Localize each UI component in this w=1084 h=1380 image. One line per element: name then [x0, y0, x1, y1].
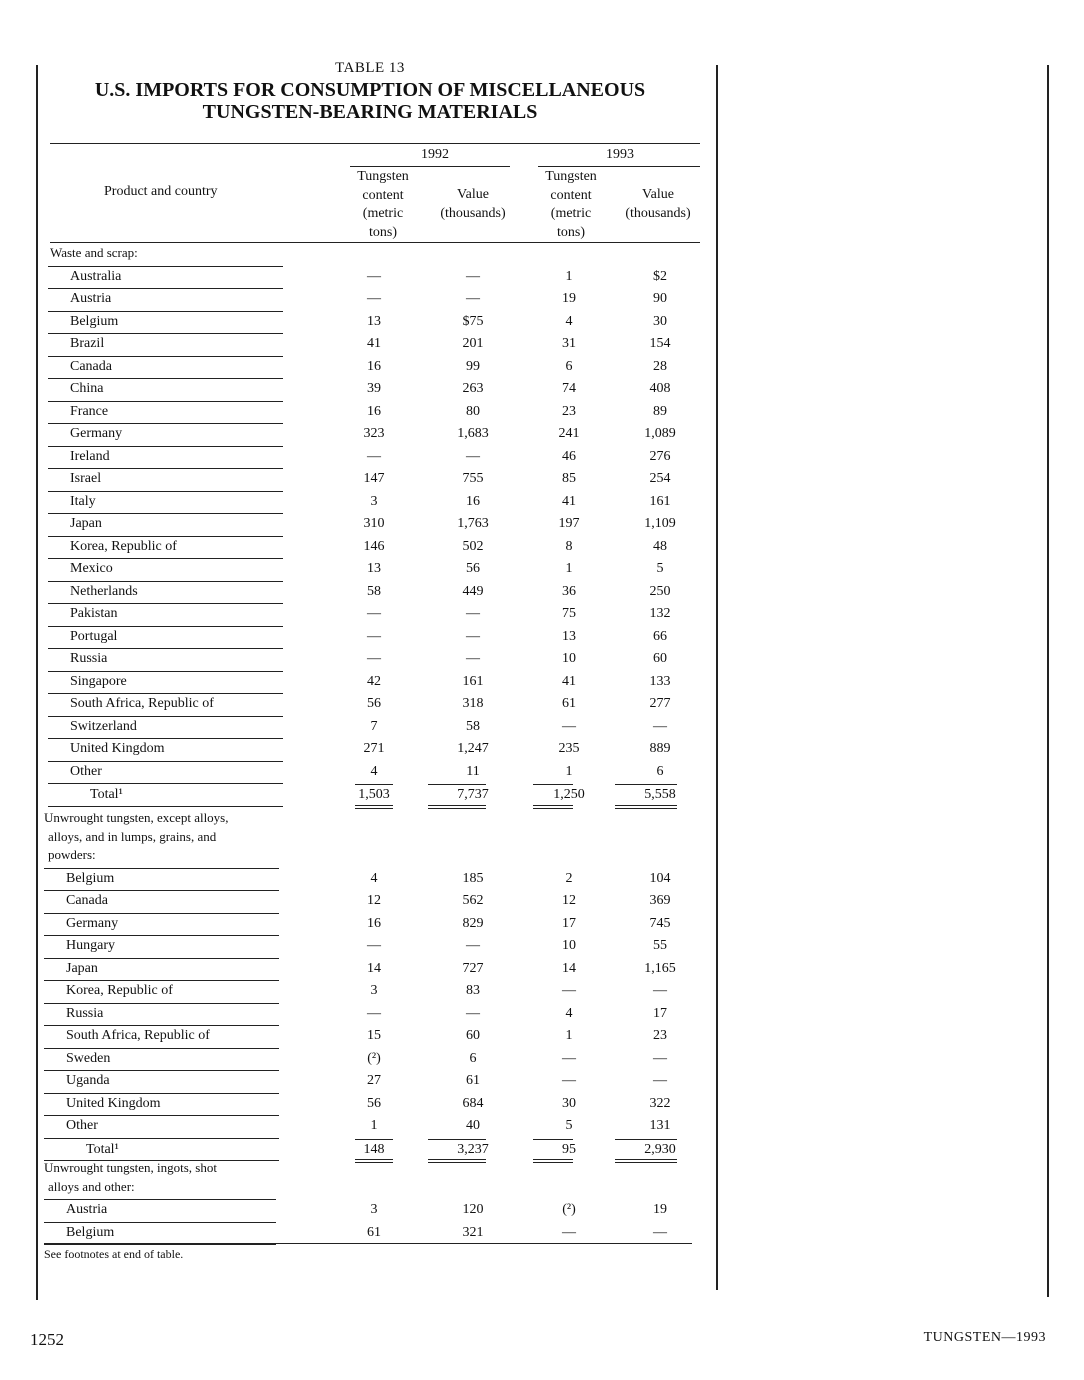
row-tungsten-1993: 8 — [565, 538, 573, 554]
row-value-1992: 829 — [462, 915, 484, 931]
row-country: Germany — [70, 426, 123, 441]
row-separator — [44, 1093, 279, 1094]
row-country: Ireland — [70, 448, 110, 464]
row-country: Russia — [70, 651, 108, 666]
row-value-1993: 322 — [649, 1095, 671, 1111]
row-country: Italy — [70, 493, 96, 509]
row-value-1993: 889 — [649, 741, 671, 756]
row-tungsten-1992: — — [367, 606, 381, 621]
total-double-rule — [355, 1162, 393, 1163]
row-tungsten-1993: 1 — [565, 763, 573, 779]
row-tungsten-1993: 235 — [558, 741, 580, 756]
value-header-1992-line-2: (thousands) — [440, 205, 506, 221]
total-label: Total¹ — [90, 787, 123, 802]
row-tungsten-1993: 4 — [565, 1005, 573, 1021]
row-tungsten-1993: 46 — [562, 448, 576, 464]
row-tungsten-1993: 197 — [558, 516, 580, 531]
row-country: Switzerland — [70, 718, 137, 734]
row-separator — [48, 626, 283, 627]
right-margin-rule — [1047, 65, 1049, 1297]
value-header-1992-line-1: Value — [457, 187, 489, 202]
row-value-1993: 1,165 — [644, 960, 676, 976]
section-2-label-line-1: Unwrought tungsten, except alloys, — [44, 810, 229, 825]
row-value-1992: 321 — [462, 1224, 484, 1240]
row-separator — [48, 693, 283, 694]
row-value-1992: — — [466, 606, 480, 621]
total-rule-above — [615, 1139, 677, 1140]
row-value-1992: 60 — [466, 1028, 480, 1043]
row-country: Germany — [66, 915, 119, 931]
table-title-line-2: TUNGSTEN-BEARING MATERIALS — [202, 101, 538, 123]
row-tungsten-1992: 16 — [367, 915, 381, 931]
row-tungsten-1992: — — [367, 448, 381, 464]
row-value-1992: — — [466, 448, 480, 464]
row-value-1993: 90 — [653, 291, 667, 306]
row-tungsten-1992: 4 — [370, 870, 378, 886]
total-double-rule — [533, 1162, 573, 1163]
row-tungsten-1993: 1 — [565, 561, 573, 576]
row-value-1992: 502 — [462, 538, 484, 554]
year-1993-rule — [538, 166, 700, 167]
row-country: France — [70, 403, 109, 419]
tungsten-content-header-1992-line-3: (metric — [362, 206, 404, 221]
row-country: Belgium — [66, 1224, 115, 1240]
row-tungsten-1992: 4 — [370, 763, 378, 779]
row-country: United Kingdom — [70, 741, 165, 756]
row-country: Canada — [66, 893, 108, 908]
row-separator — [48, 288, 283, 289]
row-value-1992: 56 — [466, 561, 480, 576]
section-2-label-line-2: alloys, and in lumps, grains, and — [48, 828, 217, 844]
row-value-1992: 727 — [462, 960, 484, 976]
row-tungsten-1992: 56 — [367, 1095, 381, 1111]
row-tungsten-1993: 17 — [562, 915, 576, 931]
row-value-1992: 201 — [462, 336, 484, 351]
row-value-1992: — — [466, 651, 480, 666]
total-value-1993: 2,930 — [644, 1141, 676, 1157]
row-country: Uganda — [66, 1073, 110, 1088]
row-tungsten-1992: — — [367, 938, 381, 953]
row-value-1992: — — [466, 291, 480, 306]
row-country: South Africa, Republic of — [70, 696, 214, 711]
row-tungsten-1992: 271 — [363, 741, 385, 756]
section-2-label-rule — [44, 868, 279, 869]
row-tungsten-1993: 85 — [562, 471, 576, 486]
row-separator — [48, 513, 283, 514]
row-separator — [44, 890, 279, 891]
row-value-1993: 161 — [649, 493, 671, 509]
row-value-1992: 61 — [466, 1073, 480, 1088]
row-value-1992: 80 — [466, 403, 480, 419]
row-value-1993: 104 — [649, 870, 671, 886]
row-separator — [48, 423, 283, 424]
row-tungsten-1992: 3 — [370, 983, 378, 998]
row-tungsten-1993: 4 — [565, 313, 573, 329]
row-value-1992: 161 — [462, 673, 484, 689]
row-value-1993: 5 — [656, 561, 664, 576]
row-country: Belgium — [70, 313, 119, 329]
total-double-rule — [533, 1159, 573, 1160]
row-tungsten-1992: 16 — [367, 358, 381, 374]
section-3-label-rule — [44, 1199, 276, 1200]
row-separator — [44, 958, 279, 959]
row-value-1993: — — [653, 718, 667, 734]
row-tungsten-1993: 10 — [562, 651, 576, 666]
row-tungsten-1993: — — [562, 1224, 576, 1240]
row-value-1993: — — [653, 1050, 667, 1066]
total-double-rule — [428, 1162, 486, 1163]
row-value-1993: 48 — [653, 538, 667, 554]
row-separator — [48, 311, 283, 312]
row-tungsten-1993: 241 — [558, 426, 580, 441]
tungsten-content-header-1993-line-4: tons) — [557, 224, 585, 240]
row-separator — [48, 603, 283, 604]
row-tungsten-1992: 16 — [367, 403, 381, 419]
row-tungsten-1993: 12 — [562, 893, 576, 908]
row-tungsten-1992: — — [367, 268, 381, 284]
total-double-rule — [615, 1162, 677, 1163]
total-rule-above — [533, 1139, 573, 1140]
row-tungsten-1992: 3 — [370, 1202, 378, 1217]
row-country: China — [70, 381, 104, 396]
row-value-1993: 89 — [653, 403, 667, 419]
row-tungsten-1992: 14 — [367, 960, 381, 976]
table-number: TABLE 13 — [335, 60, 405, 76]
total-value-1993: 5,558 — [644, 787, 676, 802]
row-separator — [48, 671, 283, 672]
row-tungsten-1993: 2 — [565, 870, 573, 886]
total-double-rule — [533, 805, 573, 806]
row-tungsten-1993: 61 — [562, 696, 576, 711]
row-country: Korea, Republic of — [70, 538, 177, 554]
row-country: Korea, Republic of — [66, 983, 173, 998]
table-footnote: See footnotes at end of table. — [44, 1247, 184, 1261]
tungsten-content-header-1993-line-2: content — [550, 187, 592, 203]
total-double-rule — [428, 805, 486, 806]
section-3-label-line-1: Unwrought tungsten, ingots, shot — [44, 1160, 217, 1175]
row-separator — [44, 1138, 279, 1139]
row-tungsten-1992: 56 — [367, 696, 381, 711]
row-tungsten-1992: 27 — [367, 1073, 381, 1088]
row-separator — [44, 935, 279, 936]
section-1-label-line-1: Waste and scrap: — [50, 245, 138, 260]
row-value-1993: 254 — [649, 471, 671, 486]
row-value-1993: 28 — [653, 358, 667, 374]
row-value-1992: — — [466, 1005, 480, 1021]
row-value-1992: 755 — [462, 471, 484, 486]
row-value-1993: 133 — [649, 673, 671, 689]
row-separator — [44, 1222, 276, 1223]
row-value-1992: 562 — [462, 893, 484, 908]
value-header-1993-line-2: (thousands) — [625, 205, 691, 221]
row-country: Sweden — [66, 1050, 111, 1066]
total-rule-above — [428, 784, 486, 785]
row-tungsten-1992: 61 — [367, 1224, 381, 1240]
row-separator — [44, 1003, 279, 1004]
table-title — [30, 79, 710, 123]
row-tungsten-1993: 75 — [562, 606, 576, 621]
left-margin-rule — [36, 65, 38, 1300]
total-double-rule — [355, 1159, 393, 1160]
row-tungsten-1992: 15 — [367, 1028, 381, 1043]
total-double-rule — [615, 1159, 677, 1160]
row-value-1992: — — [466, 938, 480, 953]
row-country: Brazil — [70, 336, 105, 351]
total-double-rule — [428, 808, 486, 809]
row-country: Other — [66, 1118, 98, 1133]
header-top-rule — [50, 143, 700, 144]
value-header-1993-line-1: Value — [642, 187, 674, 202]
total-tungsten-1992: 1,503 — [358, 787, 390, 802]
row-tungsten-1993: — — [562, 983, 576, 998]
section-3-label-line-2: alloys and other: — [48, 1178, 135, 1194]
total-tungsten-1993: 95 — [562, 1141, 576, 1157]
tungsten-content-header-1992-line-4: tons) — [369, 224, 397, 240]
total-tungsten-1993: 1,250 — [553, 787, 585, 802]
row-separator — [44, 980, 279, 981]
row-tungsten-1992: — — [367, 651, 381, 666]
row-value-1992: 11 — [466, 763, 480, 779]
row-separator — [48, 333, 283, 334]
row-tungsten-1992: 323 — [363, 426, 385, 441]
footer-title: TUNGSTEN—1993 — [923, 1330, 1046, 1345]
row-separator — [48, 648, 283, 649]
row-tungsten-1992: 3 — [370, 493, 378, 509]
year-1993-label: 1993 — [606, 147, 634, 162]
row-value-1993: 23 — [653, 1028, 667, 1043]
row-tungsten-1993: 6 — [565, 358, 573, 374]
row-tungsten-1993: — — [562, 1050, 576, 1066]
row-value-1992: 16 — [466, 493, 480, 509]
row-value-1993: 131 — [649, 1118, 671, 1133]
row-value-1993: 17 — [653, 1005, 667, 1021]
row-value-1992: 58 — [466, 718, 480, 734]
row-country: South Africa, Republic of — [66, 1028, 210, 1043]
total-double-rule — [355, 808, 393, 809]
row-tungsten-1992: 147 — [363, 471, 385, 486]
row-value-1993: 369 — [649, 893, 671, 908]
table-bottom-rule — [44, 1243, 692, 1244]
row-tungsten-1992: — — [367, 291, 381, 306]
row-separator — [48, 716, 283, 717]
row-tungsten-1993: 5 — [565, 1118, 573, 1133]
row-value-1992: 1,683 — [457, 426, 489, 441]
row-country: Canada — [70, 358, 112, 374]
row-tungsten-1992: — — [367, 1005, 381, 1021]
row-tungsten-1992: 41 — [367, 336, 381, 351]
row-country: Singapore — [70, 673, 127, 689]
total-value-1992: 3,237 — [457, 1141, 489, 1157]
row-value-1992: — — [466, 628, 480, 644]
row-tungsten-1993: 31 — [562, 336, 576, 351]
row-tungsten-1992: 310 — [363, 516, 385, 531]
row-tungsten-1993: 23 — [562, 403, 576, 419]
row-value-1992: 185 — [462, 870, 484, 886]
row-value-1992: 318 — [462, 696, 484, 711]
row-value-1992: 263 — [462, 381, 484, 396]
row-value-1993: 30 — [653, 313, 667, 329]
row-value-1993: 6 — [656, 763, 664, 779]
row-tungsten-1993: 1 — [565, 1028, 573, 1043]
total-rule-above — [428, 1139, 486, 1140]
row-tungsten-1992: 12 — [367, 893, 381, 908]
row-country: Austria — [66, 1202, 108, 1217]
row-tungsten-1992: 39 — [367, 381, 381, 396]
row-separator — [44, 1025, 279, 1026]
section-1-label-rule — [48, 266, 283, 267]
row-country: Mexico — [70, 561, 113, 576]
row-value-1992: 6 — [469, 1050, 477, 1066]
total-rule-above — [615, 784, 677, 785]
row-tungsten-1993: 74 — [562, 381, 576, 396]
year-1992-rule — [350, 166, 510, 167]
row-tungsten-1993: 10 — [562, 938, 576, 953]
total-rule-above — [533, 784, 573, 785]
row-tungsten-1993: 13 — [562, 628, 576, 644]
row-value-1993: 1,109 — [644, 516, 676, 531]
row-value-1992: $75 — [462, 313, 484, 329]
row-value-1993: — — [653, 1224, 667, 1240]
row-value-1993: 276 — [649, 448, 671, 464]
row-value-1993: — — [653, 1073, 667, 1088]
row-separator — [44, 913, 279, 914]
row-tungsten-1993: 41 — [562, 673, 576, 689]
row-value-1992: 1,763 — [457, 516, 489, 531]
row-country: Israel — [70, 471, 102, 486]
row-tungsten-1992: — — [367, 628, 381, 644]
row-separator — [48, 356, 283, 357]
product-column-header: Product and country — [104, 184, 218, 199]
row-tungsten-1993: 14 — [562, 960, 576, 976]
row-separator — [48, 446, 283, 447]
row-value-1992: 449 — [462, 583, 484, 599]
row-value-1992: 1,247 — [457, 741, 489, 756]
row-separator — [48, 581, 283, 582]
row-value-1992: 99 — [466, 358, 480, 374]
total-tungsten-1992: 148 — [363, 1141, 385, 1157]
tungsten-content-header-1992-line-2: content — [362, 187, 404, 203]
row-tungsten-1992: 146 — [363, 538, 385, 554]
total-double-rule — [615, 808, 677, 809]
row-country: Other — [70, 763, 102, 779]
row-separator — [48, 378, 283, 379]
row-country: Portugal — [70, 628, 118, 644]
section-2-label-line-3: powders: — [48, 847, 96, 862]
row-value-1993: 408 — [649, 381, 671, 396]
total-label: Total¹ — [86, 1141, 119, 1157]
row-separator — [48, 761, 283, 762]
row-value-1993: 19 — [653, 1202, 667, 1217]
header-bottom-rule — [50, 242, 700, 243]
tungsten-content-header-1992-line-1: Tungsten — [357, 169, 409, 184]
row-country: Australia — [70, 268, 122, 284]
row-separator — [44, 1115, 279, 1116]
row-country: Netherlands — [70, 583, 138, 599]
row-value-1993: 745 — [649, 915, 671, 931]
row-value-1993: 250 — [649, 583, 671, 599]
row-separator — [48, 783, 283, 784]
year-1992-label: 1992 — [421, 147, 449, 162]
row-tungsten-1992: 7 — [370, 718, 378, 734]
row-separator — [48, 738, 283, 739]
row-tungsten-1993: 36 — [562, 583, 576, 599]
row-value-1993: 60 — [653, 651, 667, 666]
row-separator — [44, 1070, 279, 1071]
row-value-1993: — — [653, 983, 667, 998]
row-country: Japan — [66, 960, 98, 976]
row-tungsten-1992: 42 — [367, 673, 381, 689]
tungsten-content-header-1993-line-1: Tungsten — [545, 169, 597, 184]
row-separator — [48, 536, 283, 537]
row-value-1993: 66 — [653, 628, 667, 644]
row-value-1992: 684 — [462, 1095, 484, 1111]
row-separator — [48, 401, 283, 402]
row-tungsten-1992: 13 — [367, 561, 381, 576]
row-value-1993: 1,089 — [644, 426, 676, 441]
row-tungsten-1992: 1 — [370, 1118, 378, 1133]
total-double-rule — [615, 805, 677, 806]
row-value-1992: 83 — [466, 983, 480, 998]
row-tungsten-1993: — — [562, 718, 576, 734]
row-country: Hungary — [66, 938, 115, 953]
total-rule-above — [355, 784, 393, 785]
row-tungsten-1992: 58 — [367, 583, 381, 599]
row-value-1993: 277 — [649, 696, 671, 711]
total-double-rule — [428, 1159, 486, 1160]
page-number: 1252 — [30, 1330, 64, 1349]
total-double-rule — [355, 805, 393, 806]
row-country: Belgium — [66, 870, 115, 886]
row-country: Pakistan — [70, 606, 118, 621]
row-tungsten-1993: 1 — [565, 268, 573, 284]
row-value-1992: 40 — [466, 1118, 480, 1133]
row-value-1993: 154 — [649, 336, 671, 351]
row-tungsten-1993: 30 — [562, 1095, 576, 1111]
table-title-line-1: U.S. IMPORTS FOR CONSUMPTION OF MISCELLANEOUS — [94, 79, 646, 101]
row-value-1992: — — [466, 268, 480, 284]
center-margin-rule — [716, 65, 718, 1290]
row-country: Austria — [70, 291, 112, 306]
row-country: United Kingdom — [66, 1095, 161, 1111]
row-value-1993: $2 — [653, 268, 667, 284]
row-tungsten-1993: 41 — [562, 493, 576, 509]
total-value-1992: 7,737 — [457, 787, 489, 802]
row-country: Japan — [70, 516, 102, 531]
row-tungsten-1993: 19 — [562, 291, 576, 306]
row-separator — [48, 468, 283, 469]
total-double-rule — [533, 808, 573, 809]
row-separator — [44, 1048, 279, 1049]
total-rule-above — [355, 1139, 393, 1140]
row-value-1993: 132 — [649, 606, 671, 621]
row-tungsten-1992: 13 — [367, 313, 381, 329]
tungsten-content-header-1993-line-3: (metric — [550, 206, 592, 221]
row-value-1993: 55 — [653, 938, 667, 953]
row-separator — [48, 558, 283, 559]
row-tungsten-1993: (²) — [562, 1202, 576, 1217]
total-row-rule — [48, 806, 283, 807]
row-tungsten-1993: — — [562, 1073, 576, 1088]
row-country: Russia — [66, 1005, 104, 1021]
row-value-1992: 120 — [462, 1202, 484, 1217]
row-separator — [48, 491, 283, 492]
row-tungsten-1992: (²) — [367, 1050, 381, 1066]
